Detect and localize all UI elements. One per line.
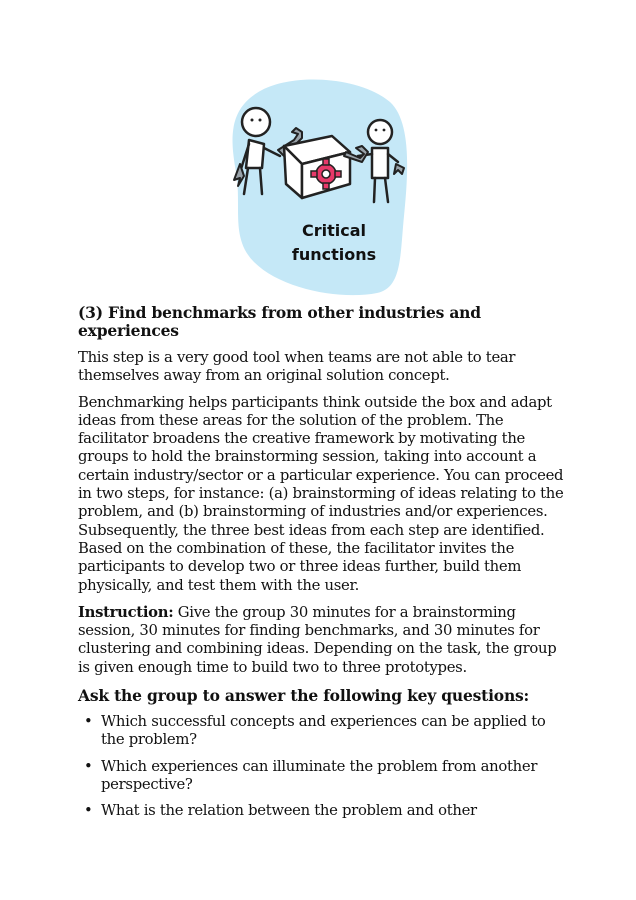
questions-heading: Ask the group to answer the following key questions: [78,686,530,706]
bullet: • [84,802,93,820]
instruction-label: Instruction: [78,603,174,621]
critical-functions-illustration [222,76,412,296]
caption-line2: functions [291,245,377,264]
illustration-svg [222,76,412,296]
bullet: • [84,757,93,775]
paragraph-benchmarking: Benchmarking helps participants think outside the box and adapt ideas from these areas for the solution of the problem. The facilitator broadens the creative framework by motivating the groups to hold the brainstorming session, taking into account a certain industry/sector or a particular experience. You can proceed in two steps, for instance: (a) brainstorming of ideas relating to the problem, and (b) brainstorming of industries and/or experiences. Subsequently, the three best ideas from each step are identified. Based on the combination of these, the facilitator invites the participants to develop two or three ideas further, build them physically, and test them with the user. [78,393,564,594]
questions-list [78,713,564,820]
instruction-text: Give the group 30 minutes for a brainstorming session, 30 minutes for finding benchmarks, and 30 minutes for clustering and combining ideas. Depending on the task, the group is given enough time to build two to three prototypes. [78,603,557,676]
paragraph-instruction [78,604,564,677]
section-heading: (3) Find benchmarks from other industries and experiences [78,303,481,340]
paragraph-intro: This step is a very good tool when teams are not able to tear themselves away from an original solution concept. [78,349,516,385]
list-item-text: Which successful concepts and experiences can be applied to the problem? [101,713,546,749]
list-item [78,758,564,795]
caption-line1: Critical [301,221,367,240]
list-item [78,713,564,750]
list-item-text: Which experiences can illuminate the problem from another perspective? [101,757,538,793]
bullet: • [84,713,93,731]
list-item [78,802,564,820]
document-body [78,304,564,829]
list-item-text: What is the relation between the problem and other [101,802,477,820]
